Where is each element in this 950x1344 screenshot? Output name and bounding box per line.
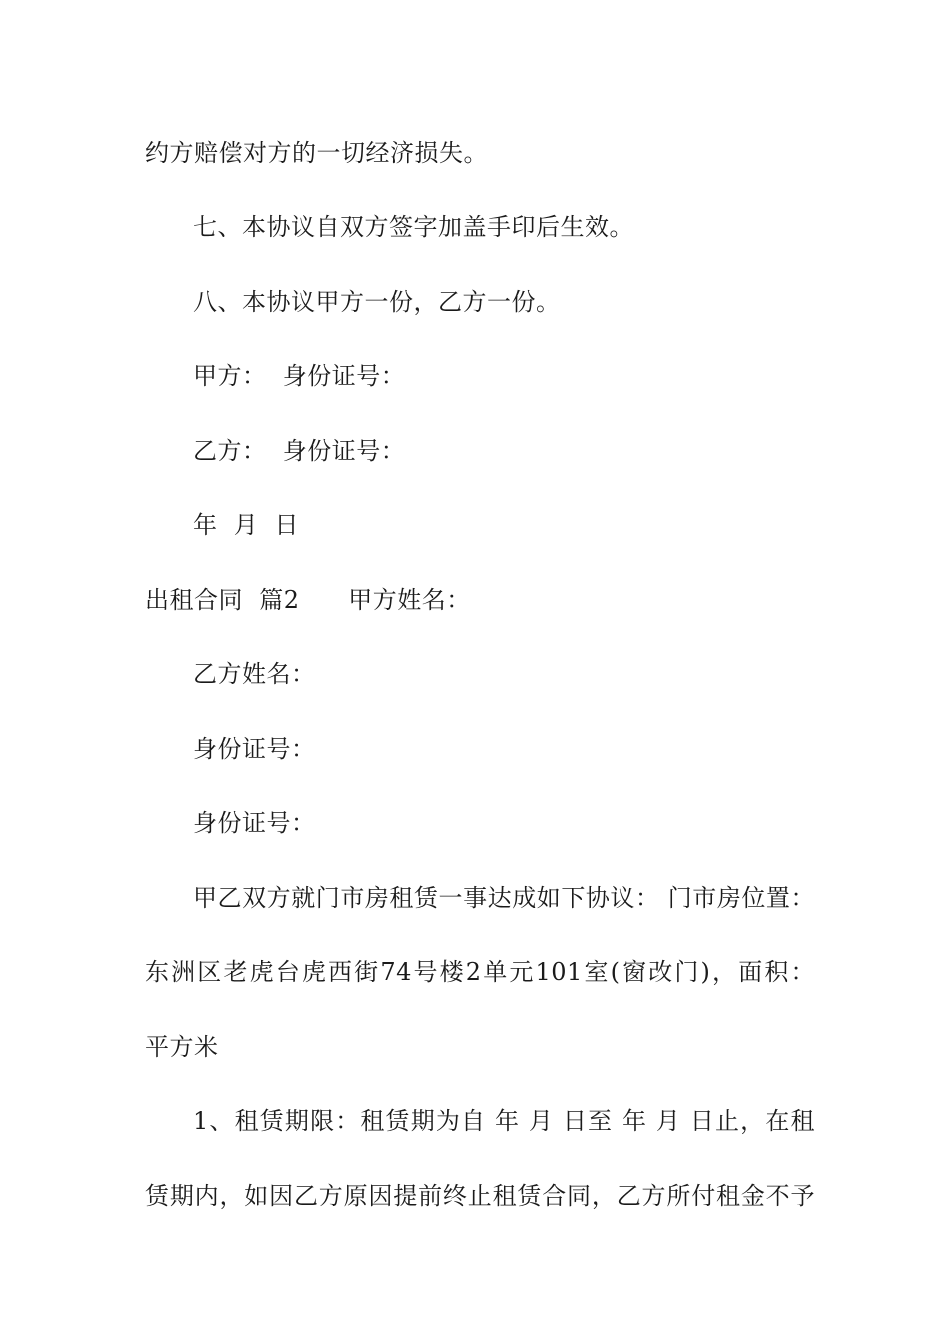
paragraph-line: 甲乙双方就门市房租赁一事达成如下协议： 门市房位置： bbox=[193, 884, 815, 912]
clause-8: 八、本协议甲方一份，乙方一份。 bbox=[193, 288, 561, 316]
section-heading: 出租合同 篇2 甲方姓名： bbox=[145, 586, 471, 614]
paragraph-line: 赁期内，如因乙方原因提前终止租赁合同，乙方所付租金不予 bbox=[145, 1182, 815, 1210]
party-b-signature-line: 乙方： 身份证号： bbox=[193, 437, 406, 465]
id-number-line: 身份证号： bbox=[193, 809, 316, 837]
id-number-line: 身份证号： bbox=[193, 735, 316, 763]
party-a-signature-line: 甲方： 身份证号： bbox=[193, 362, 406, 390]
paragraph-line: 约方赔偿对方的一切经济损失。 bbox=[145, 139, 488, 167]
date-line: 年 月 日 bbox=[193, 511, 300, 539]
paragraph-line: 1、租赁期限：租赁期为自 年 月 日至 年 月 日止，在租 bbox=[193, 1107, 815, 1135]
paragraph-line: 东洲区老虎台虎西街74号楼2单元101室(窗改门)，面积： bbox=[145, 958, 815, 986]
party-b-name-line: 乙方姓名： bbox=[193, 660, 316, 688]
paragraph-line: 平方米 bbox=[145, 1033, 219, 1061]
clause-7: 七、本协议自双方签字加盖手印后生效。 bbox=[193, 213, 634, 241]
